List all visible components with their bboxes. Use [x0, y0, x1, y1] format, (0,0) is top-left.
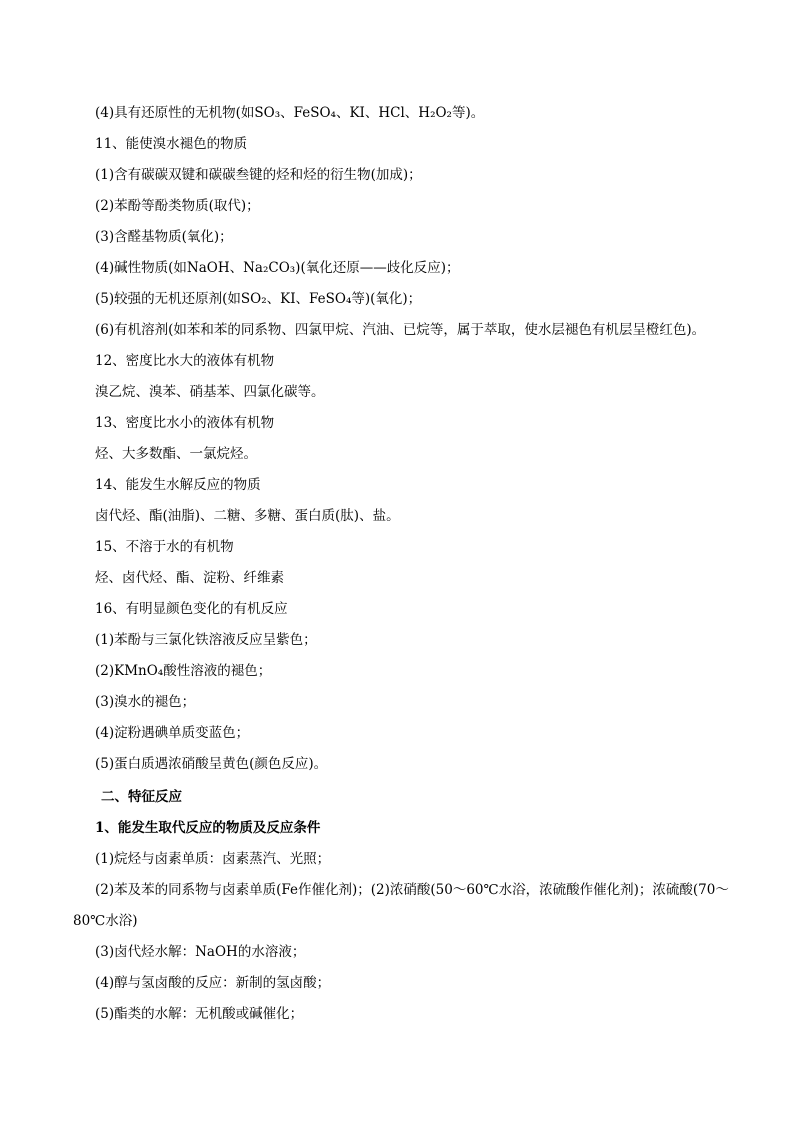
- text-line: (4)醇与氢卤酸的反应：新制的氢卤酸；: [95, 975, 331, 991]
- text-line: (5)较强的无机还原剂(如SO₂、KI、FeSO₄等)(氧化)；: [95, 291, 422, 307]
- text-line: (2)苯及苯的同系物与卤素单质(Fe作催化剂)；(2)浓硝酸(50～60℃水浴，浓硫酸作催化剂)；浓硫酸(70～: [95, 882, 729, 898]
- text-line: 卤代烃、酯(油脂)、二糖、多糖、蛋白质(肽)、盐。: [95, 508, 400, 524]
- section-heading: 14、能发生水解反应的物质: [95, 477, 261, 493]
- text-line: 溴乙烷、溴苯、硝基苯、四氯化碳等。: [95, 384, 325, 400]
- subsection-heading: 1、能发生取代反应的物质及反应条件: [95, 820, 321, 836]
- section-heading: 12、密度比水大的液体有机物: [95, 353, 275, 369]
- text-line: (4)淀粉遇碘单质变蓝色；: [95, 725, 250, 741]
- chapter-heading: 二、特征反应: [101, 789, 182, 805]
- text-line: (3)溴水的褪色；: [95, 694, 196, 710]
- text-line: (1)苯酚与三氯化铁溶液反应呈紫色；: [95, 632, 317, 648]
- section-heading: 16、有明显颜色变化的有机反应: [95, 601, 288, 617]
- text-line: (5)蛋白质遇浓硝酸呈黄色(颜色反应)。: [95, 756, 328, 772]
- text-line: (6)有机溶剂(如苯和苯的同系物、四氯甲烷、汽油、已烷等，属于萃取，使水层褪色有机层呈橙红色)。: [95, 322, 706, 338]
- text-line-continuation: 80℃水浴): [73, 913, 138, 929]
- text-line: (3)卤代烃水解：NaOH的水溶液；: [95, 944, 306, 960]
- section-heading: 15、不溶于水的有机物: [95, 539, 234, 555]
- text-line: 烃、卤代烃、酯、淀粉、纤维素: [95, 570, 284, 586]
- text-line: (4)具有还原性的无机物(如SO₃、FeSO₄、KI、HCl、H₂O₂等)。: [95, 105, 485, 121]
- text-line: (2)KMnO₄酸性溶液的褪色；: [95, 663, 272, 679]
- text-line: (1)烷烃与卤素单质：卤素蒸汽、光照；: [95, 851, 331, 867]
- text-line: (1)含有碳碳双键和碳碳叁键的烃和烃的衍生物(加成)；: [95, 167, 422, 183]
- section-heading: 13、密度比水小的液体有机物: [95, 415, 275, 431]
- text-line: (4)碱性物质(如NaOH、Na₂CO₃)(氧化还原——歧化反应)；: [95, 260, 460, 276]
- text-line: (3)含醛基物质(氧化)；: [95, 229, 233, 245]
- text-line: 烃、大多数酯、一氯烷烃。: [95, 446, 257, 462]
- section-heading: 11、能使溴水褪色的物质: [95, 136, 248, 152]
- text-line: (5)酯类的水解：无机酸或碱催化；: [95, 1006, 304, 1022]
- text-line: (2)苯酚等酚类物质(取代)；: [95, 198, 260, 214]
